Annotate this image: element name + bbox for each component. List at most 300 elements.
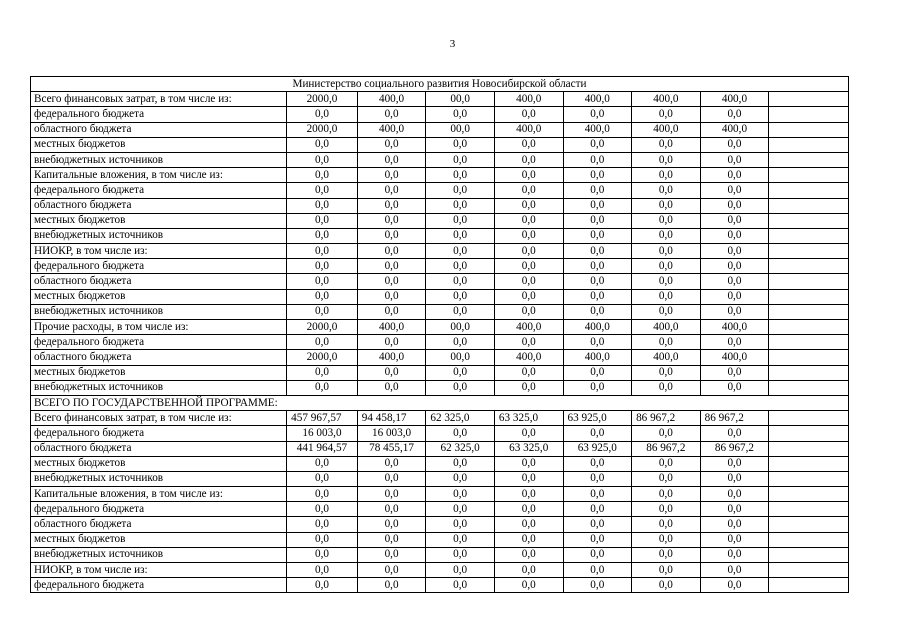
value-cell: 0,0 [563,563,632,578]
empty-cell [769,122,849,137]
row-label: областного бюджета [31,122,287,137]
value-cell: 400,0 [563,350,632,365]
table-row [31,532,849,547]
value-cell: 0,0 [700,168,769,183]
value-cell: 0,0 [426,517,495,532]
value-cell: 400,0 [357,320,426,335]
value-cell: 0,0 [494,502,563,517]
value-cell: 16 003,0 [287,426,358,441]
table-row [31,183,849,198]
empty-cell [769,107,849,122]
empty-cell [769,563,849,578]
value-cell: 0,0 [357,335,426,350]
value-cell: 0,0 [287,578,358,593]
row-label: Всего финансовых затрат, в том числе из: [31,92,287,107]
value-cell: 0,0 [632,198,701,213]
value-cell: 62 325,0 [426,441,495,456]
value-cell: 0,0 [632,578,701,593]
value-cell: 0,0 [494,335,563,350]
empty-cell [769,152,849,167]
value-cell: 0,0 [357,213,426,228]
value-cell: 0,0 [632,107,701,122]
value-cell: 0,0 [287,532,358,547]
table-row [31,380,849,395]
value-cell: 400,0 [700,122,769,137]
empty-cell [769,244,849,259]
value-cell: 0,0 [700,517,769,532]
value-cell: 0,0 [357,532,426,547]
value-cell: 0,0 [494,471,563,486]
value-cell: 0,0 [357,456,426,471]
table-row [31,578,849,593]
value-cell: 0,0 [632,563,701,578]
financing-table [30,76,849,593]
value-cell: 0,0 [494,517,563,532]
value-cell: 0,0 [563,274,632,289]
value-cell: 0,0 [563,183,632,198]
value-cell: 00,0 [426,122,495,137]
value-cell: 0,0 [426,365,495,380]
value-cell: 0,0 [494,183,563,198]
value-cell: 0,0 [357,198,426,213]
value-cell: 0,0 [357,547,426,562]
value-cell: 0,0 [700,365,769,380]
value-cell: 400,0 [632,122,701,137]
table-row [31,152,849,167]
value-cell: 400,0 [494,92,563,107]
table-row [31,213,849,228]
table-row [31,92,849,107]
value-cell: 0,0 [494,228,563,243]
value-cell: 0,0 [700,198,769,213]
table-row [31,168,849,183]
value-cell: 0,0 [632,532,701,547]
page-number: 3 [449,38,456,50]
value-cell: 0,0 [563,380,632,395]
value-cell: 400,0 [563,320,632,335]
value-cell: 0,0 [357,228,426,243]
value-cell: 0,0 [563,365,632,380]
table-row [31,137,849,152]
value-cell: 0,0 [494,380,563,395]
table-row [31,426,849,441]
value-cell: 0,0 [426,152,495,167]
table-row [31,259,849,274]
value-cell: 0,0 [563,198,632,213]
value-cell: 0,0 [426,532,495,547]
value-cell: 0,0 [563,244,632,259]
value-cell: 0,0 [426,578,495,593]
value-cell: 86 967,2 [700,441,769,456]
value-cell: 400,0 [700,320,769,335]
table-row [31,274,849,289]
value-cell: 0,0 [426,137,495,152]
value-cell: 0,0 [287,517,358,532]
value-cell: 0,0 [632,487,701,502]
row-label: внебюджетных источников [31,152,287,167]
value-cell: 0,0 [563,487,632,502]
value-cell: 0,0 [287,380,358,395]
value-cell: 0,0 [563,532,632,547]
row-label: НИОКР, в том числе из: [31,563,287,578]
program-total-header: ВСЕГО ПО ГОСУДАРСТВЕННОЙ ПРОГРАММЕ: [31,395,849,410]
value-cell: 0,0 [494,365,563,380]
value-cell: 400,0 [632,320,701,335]
value-cell: 0,0 [426,289,495,304]
row-label: местных бюджетов [31,532,287,547]
row-label: федерального бюджета [31,335,287,350]
value-cell: 0,0 [632,547,701,562]
empty-cell [769,198,849,213]
table-row [31,471,849,486]
value-cell: 0,0 [494,259,563,274]
value-cell: 0,0 [632,183,701,198]
table-row [31,244,849,259]
value-cell: 0,0 [632,517,701,532]
value-cell: 0,0 [632,471,701,486]
value-cell: 00,0 [426,92,495,107]
value-cell: 0,0 [632,137,701,152]
value-cell: 0,0 [563,426,632,441]
value-cell: 400,0 [494,350,563,365]
row-label: федерального бюджета [31,183,287,198]
value-cell: 0,0 [287,471,358,486]
value-cell: 0,0 [700,304,769,319]
empty-cell [769,228,849,243]
value-cell: 0,0 [287,183,358,198]
row-label: федерального бюджета [31,107,287,122]
value-cell: 0,0 [426,213,495,228]
value-cell: 0,0 [700,228,769,243]
empty-cell [769,335,849,350]
value-cell: 86 967,2 [632,441,701,456]
row-label: областного бюджета [31,441,287,456]
value-cell: 0,0 [494,426,563,441]
empty-cell [769,517,849,532]
value-cell: 441 964,57 [287,441,358,456]
value-cell: 0,0 [287,198,358,213]
empty-cell [769,320,849,335]
value-cell: 0,0 [700,244,769,259]
table-row [31,228,849,243]
value-cell: 0,0 [700,137,769,152]
value-cell: 0,0 [700,183,769,198]
value-cell: 0,0 [700,532,769,547]
value-cell: 0,0 [357,259,426,274]
value-cell: 0,0 [357,380,426,395]
value-cell: 78 455,17 [357,441,426,456]
table-row [31,487,849,502]
value-cell: 63 325,0 [494,411,563,426]
value-cell: 0,0 [494,304,563,319]
empty-cell [769,502,849,517]
value-cell: 2000,0 [287,320,358,335]
value-cell: 0,0 [700,289,769,304]
value-cell: 0,0 [426,456,495,471]
row-label: федерального бюджета [31,502,287,517]
value-cell: 0,0 [563,168,632,183]
table-row [31,335,849,350]
value-cell: 63 325,0 [494,441,563,456]
value-cell: 0,0 [700,456,769,471]
value-cell: 0,0 [700,213,769,228]
value-cell: 0,0 [287,107,358,122]
row-label: областного бюджета [31,517,287,532]
table-row [31,304,849,319]
value-cell: 0,0 [357,487,426,502]
value-cell: 0,0 [632,274,701,289]
value-cell: 0,0 [357,471,426,486]
value-cell: 0,0 [494,532,563,547]
empty-cell [769,578,849,593]
value-cell: 400,0 [357,122,426,137]
value-cell: 0,0 [700,487,769,502]
empty-cell [769,213,849,228]
value-cell: 0,0 [563,152,632,167]
value-cell: 0,0 [494,168,563,183]
value-cell: 0,0 [494,213,563,228]
value-cell: 0,0 [563,213,632,228]
program-total-header-row [31,395,849,410]
table-row [31,517,849,532]
value-cell: 0,0 [494,137,563,152]
value-cell: 0,0 [563,289,632,304]
value-cell: 16 003,0 [357,426,426,441]
table-row [31,289,849,304]
empty-cell [769,487,849,502]
value-cell: 0,0 [357,244,426,259]
value-cell: 0,0 [494,107,563,122]
row-label: областного бюджета [31,274,287,289]
value-cell: 0,0 [357,563,426,578]
value-cell: 400,0 [563,92,632,107]
value-cell: 0,0 [632,244,701,259]
empty-cell [769,547,849,562]
value-cell: 0,0 [494,578,563,593]
row-label: местных бюджетов [31,365,287,380]
row-label: НИОКР, в том числе из: [31,244,287,259]
value-cell: 0,0 [632,304,701,319]
row-label: внебюджетных источников [31,380,287,395]
value-cell: 400,0 [494,320,563,335]
value-cell: 0,0 [287,502,358,517]
value-cell: 0,0 [357,304,426,319]
value-cell: 400,0 [357,92,426,107]
row-label: внебюджетных источников [31,547,287,562]
value-cell: 457 967,57 [287,411,358,426]
empty-cell [769,365,849,380]
financing-table-body [31,77,849,593]
value-cell: 0,0 [426,274,495,289]
value-cell: 0,0 [563,107,632,122]
value-cell: 0,0 [563,578,632,593]
value-cell: 00,0 [426,350,495,365]
value-cell: 0,0 [357,274,426,289]
value-cell: 0,0 [563,259,632,274]
table-row [31,441,849,456]
table-row [31,456,849,471]
value-cell: 0,0 [287,365,358,380]
value-cell: 0,0 [563,228,632,243]
value-cell: 0,0 [426,228,495,243]
value-cell: 0,0 [426,259,495,274]
row-label: областного бюджета [31,198,287,213]
value-cell: 0,0 [426,502,495,517]
row-label: внебюджетных источников [31,228,287,243]
value-cell: 0,0 [563,547,632,562]
table-row [31,502,849,517]
table-row [31,411,849,426]
value-cell: 0,0 [426,304,495,319]
value-cell: 0,0 [426,426,495,441]
row-label: федерального бюджета [31,578,287,593]
value-cell: 0,0 [632,168,701,183]
empty-cell [769,304,849,319]
row-label: местных бюджетов [31,213,287,228]
value-cell: 0,0 [426,244,495,259]
value-cell: 0,0 [632,380,701,395]
value-cell: 400,0 [563,122,632,137]
value-cell: 0,0 [287,304,358,319]
value-cell: 0,0 [287,274,358,289]
value-cell: 0,0 [357,152,426,167]
value-cell: 0,0 [494,274,563,289]
table-row [31,198,849,213]
value-cell: 0,0 [426,198,495,213]
value-cell: 0,0 [357,289,426,304]
value-cell: 400,0 [357,350,426,365]
value-cell: 0,0 [287,335,358,350]
value-cell: 400,0 [700,92,769,107]
value-cell: 400,0 [632,350,701,365]
value-cell: 0,0 [563,502,632,517]
empty-cell [769,259,849,274]
value-cell: 0,0 [287,547,358,562]
value-cell: 00,0 [426,320,495,335]
value-cell: 86 967,2 [700,411,769,426]
value-cell: 0,0 [563,456,632,471]
value-cell: 0,0 [700,471,769,486]
value-cell: 400,0 [632,92,701,107]
value-cell: 0,0 [632,289,701,304]
value-cell: 0,0 [287,289,358,304]
value-cell: 0,0 [563,304,632,319]
table-row [31,107,849,122]
value-cell: 0,0 [700,152,769,167]
table-row [31,563,849,578]
table-row [31,320,849,335]
empty-cell [769,471,849,486]
empty-cell [769,426,849,441]
empty-cell [769,289,849,304]
row-label: местных бюджетов [31,289,287,304]
row-label: Капитальные вложения, в том числе из: [31,487,287,502]
value-cell: 0,0 [494,289,563,304]
empty-cell [769,411,849,426]
value-cell: 62 325,0 [426,411,495,426]
value-cell: 0,0 [632,228,701,243]
value-cell: 0,0 [426,168,495,183]
value-cell: 0,0 [632,365,701,380]
value-cell: 0,0 [357,107,426,122]
value-cell: 0,0 [357,183,426,198]
value-cell: 0,0 [494,487,563,502]
value-cell: 0,0 [357,168,426,183]
value-cell: 400,0 [700,350,769,365]
value-cell: 400,0 [494,122,563,137]
value-cell: 0,0 [632,152,701,167]
value-cell: 0,0 [357,578,426,593]
table-row [31,122,849,137]
row-label: Всего финансовых затрат, в том числе из: [31,411,287,426]
empty-cell [769,456,849,471]
value-cell: 0,0 [287,487,358,502]
row-label: местных бюджетов [31,137,287,152]
value-cell: 0,0 [700,547,769,562]
value-cell: 0,0 [563,471,632,486]
row-label: федерального бюджета [31,426,287,441]
row-label: местных бюджетов [31,456,287,471]
row-label: внебюджетных источников [31,304,287,319]
empty-cell [769,274,849,289]
value-cell: 0,0 [426,335,495,350]
value-cell: 0,0 [287,137,358,152]
value-cell: 0,0 [357,365,426,380]
empty-cell [769,380,849,395]
value-cell: 0,0 [494,152,563,167]
value-cell: 0,0 [700,335,769,350]
value-cell: 0,0 [700,107,769,122]
value-cell: 0,0 [494,198,563,213]
value-cell: 0,0 [632,426,701,441]
value-cell: 0,0 [357,502,426,517]
value-cell: 0,0 [700,578,769,593]
value-cell: 0,0 [426,107,495,122]
value-cell: 0,0 [700,274,769,289]
ministry-header: Министерство социального развития Новосибирской области [31,77,849,92]
value-cell: 0,0 [700,563,769,578]
value-cell: 0,0 [700,502,769,517]
row-label: Капитальные вложения, в том числе из: [31,168,287,183]
value-cell: 2000,0 [287,92,358,107]
value-cell: 0,0 [426,183,495,198]
value-cell: 0,0 [700,426,769,441]
table-row [31,365,849,380]
value-cell: 0,0 [426,487,495,502]
value-cell: 0,0 [494,456,563,471]
value-cell: 0,0 [426,547,495,562]
row-label: федерального бюджета [31,259,287,274]
table-row [31,350,849,365]
value-cell: 0,0 [700,380,769,395]
value-cell: 0,0 [426,380,495,395]
value-cell: 0,0 [700,259,769,274]
empty-cell [769,168,849,183]
value-cell: 2000,0 [287,122,358,137]
value-cell: 0,0 [287,152,358,167]
value-cell: 94 458,17 [357,411,426,426]
empty-cell [769,137,849,152]
value-cell: 0,0 [632,456,701,471]
value-cell: 0,0 [563,517,632,532]
value-cell: 0,0 [287,228,358,243]
value-cell: 0,0 [426,471,495,486]
value-cell: 0,0 [287,259,358,274]
empty-cell [769,350,849,365]
value-cell: 0,0 [287,244,358,259]
value-cell: 0,0 [357,517,426,532]
value-cell: 2000,0 [287,350,358,365]
